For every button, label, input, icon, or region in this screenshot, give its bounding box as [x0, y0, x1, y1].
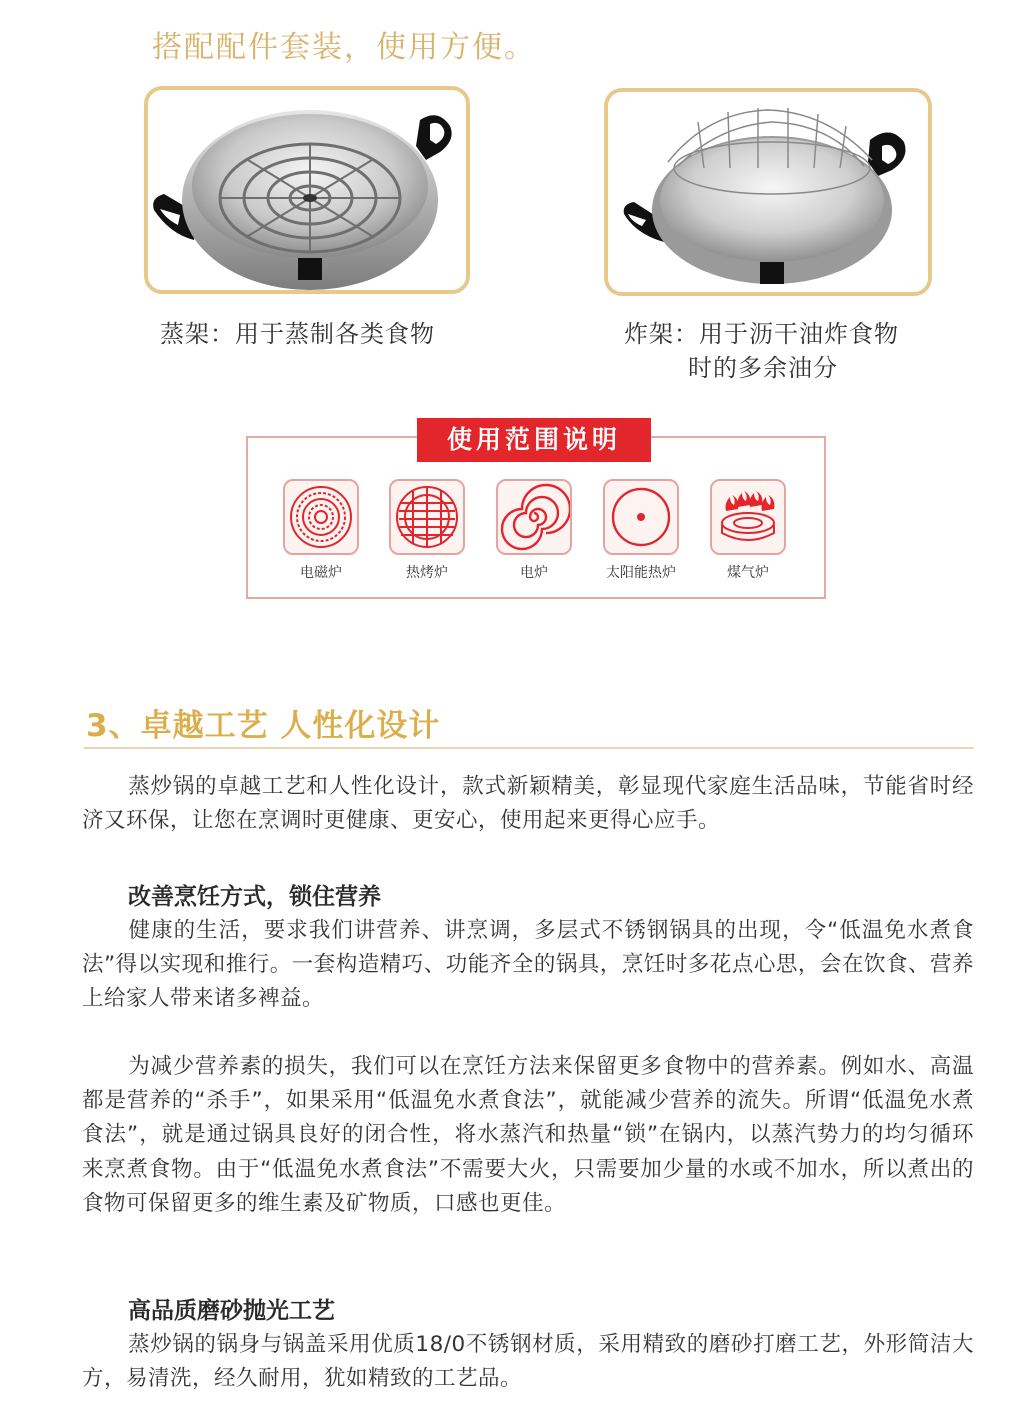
subheading-polish: 高品质磨砂抛光工艺 [128, 1298, 335, 1324]
electric-coil-icon [496, 479, 572, 555]
scope-item-gas [709, 479, 787, 582]
scope-item-solar [602, 479, 680, 582]
scope-item-radiant [388, 479, 466, 582]
scope-item-induction [282, 479, 360, 582]
induction-cooker-icon [283, 479, 359, 555]
fryer-caption-line2: 时的多余油分 [688, 354, 838, 382]
steamer-rack-photo [144, 86, 470, 294]
scope-label: 热烤炉 [406, 565, 448, 581]
accessories-heading: 搭配配件套装，使用方便。 [152, 30, 536, 65]
section-heading: 3、卓越工艺 人性化设计 [86, 708, 441, 744]
steamer-caption: 蒸架：用于蒸制各类食物 [160, 320, 435, 348]
section-divider [84, 747, 974, 749]
solar-cooker-icon [603, 479, 679, 555]
scope-label: 煤气炉 [727, 565, 769, 581]
subheading-cooking: 改善烹饪方式，锁住营养 [128, 884, 381, 910]
scope-item-electric [495, 479, 573, 582]
fryer-caption-line1: 炸架：用于沥干油炸食物 [624, 320, 899, 348]
cooking-paragraph-2: 为减少营养素的损失，我们可以在烹饪方法来保留更多食物中的营养素。例如水、高温都是营养的“杀手”，如果采用“低温免水煮食法”，就能减少营养的流失。所谓“低温免水煮食法”，就是通过锅具良好的闭合性，将水蒸汽和热量“锁”在锅内，以蒸汽势力的均匀循环来烹煮食物。由于“低温免水煮食法”不需要大火，只需要加少量的水或不加水，所以煮出的食物可保留更多的维生素及矿物质，口感也更佳。 [82, 1054, 974, 1216]
fryer-pan-illustration [608, 92, 928, 292]
scope-label: 太阳能热炉 [606, 565, 676, 581]
scope-label: 电炉 [520, 565, 548, 581]
polish-paragraph: 蒸炒锅的锅身与锅盖采用优质18/0不锈钢材质，采用精致的磨砂打磨工艺，外形简洁大方，易清洗，经久耐用，犹如精致的工艺品。 [82, 1332, 974, 1392]
steamer-pan-illustration [148, 90, 466, 290]
gas-stove-icon [710, 479, 786, 555]
intro-paragraph: 蒸炒锅的卓越工艺和人性化设计，款式新颖精美，彰显现代家庭生活品味，节能省时经济又环保，让您在烹调时更健康、更安心，使用起来更得心应手。 [82, 774, 974, 834]
radiant-heater-icon [389, 479, 465, 555]
cooking-paragraph-1: 健康的生活，要求我们讲营养、讲烹调，多层式不锈钢锅具的出现，令“低温免水煮食法”得以实现和推行。一套构造精巧、功能齐全的锅具，烹饪时多花点心思，会在饮食、营养上给家人带来诸多裨益。 [82, 918, 974, 1012]
scope-label: 电磁炉 [300, 565, 342, 581]
usage-scope-title: 使用范围说明 [417, 418, 651, 462]
fryer-rack-photo [604, 88, 932, 296]
